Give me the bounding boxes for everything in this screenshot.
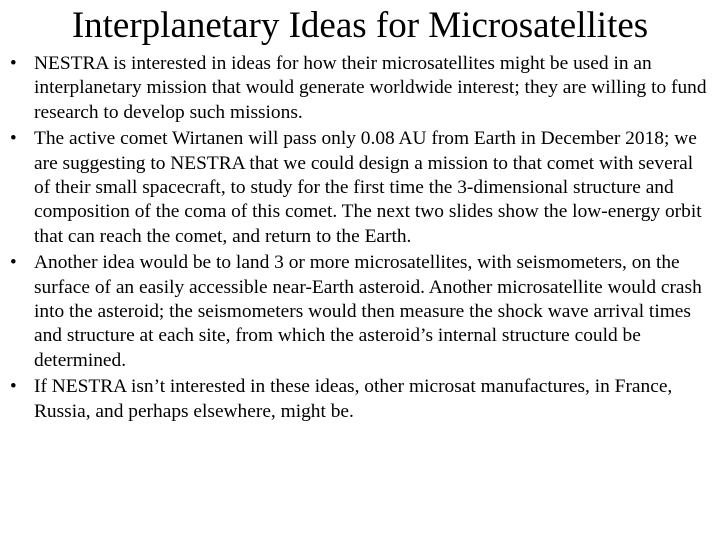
bullet-item — [0, 127, 716, 249]
bullet-item — [0, 251, 716, 373]
bullet-item — [0, 375, 716, 424]
bullet-icon: • — [10, 376, 17, 398]
bullet-list — [0, 52, 716, 426]
bullet-item — [0, 52, 716, 125]
bullet-icon: • — [10, 252, 17, 274]
bullet-icon: • — [10, 128, 17, 150]
bullet-text: Another idea would be to land 3 or more microsatellites, with seismometers, on the surface of an easily accessible near-Earth asteroid. Another microsatellite would crash into the asteroid; the seismometers would then measure the shock wave arrival times and structure at each site, from which the asteroid’s internal structure could be determined. — [34, 252, 702, 371]
bullet-text: NESTRA is interested in ideas for how their microsatellites might be used in an interplanetary mission that would generate worldwide interest; they are willing to fund research to develop such missions. — [34, 53, 707, 123]
bullet-text: If NESTRA isn’t interested in these ideas, other microsat manufactures, in France, Russia, and perhaps elsewhere, might be. — [34, 376, 673, 422]
bullet-text: The active comet Wirtanen will pass only 0.08 AU from Earth in December 2018; we are suggesting to NESTRA that we could design a mission to that comet with several of their small spacecraft, to study for the first time the 3-dimensional structure and composition of the coma of this comet. The next two slides show the low-energy orbit that can reach the comet, and return to the Earth. — [34, 128, 702, 247]
bullet-icon: • — [10, 53, 17, 74]
slide-title: Interplanetary Ideas for Microsatellites — [71, 5, 649, 46]
